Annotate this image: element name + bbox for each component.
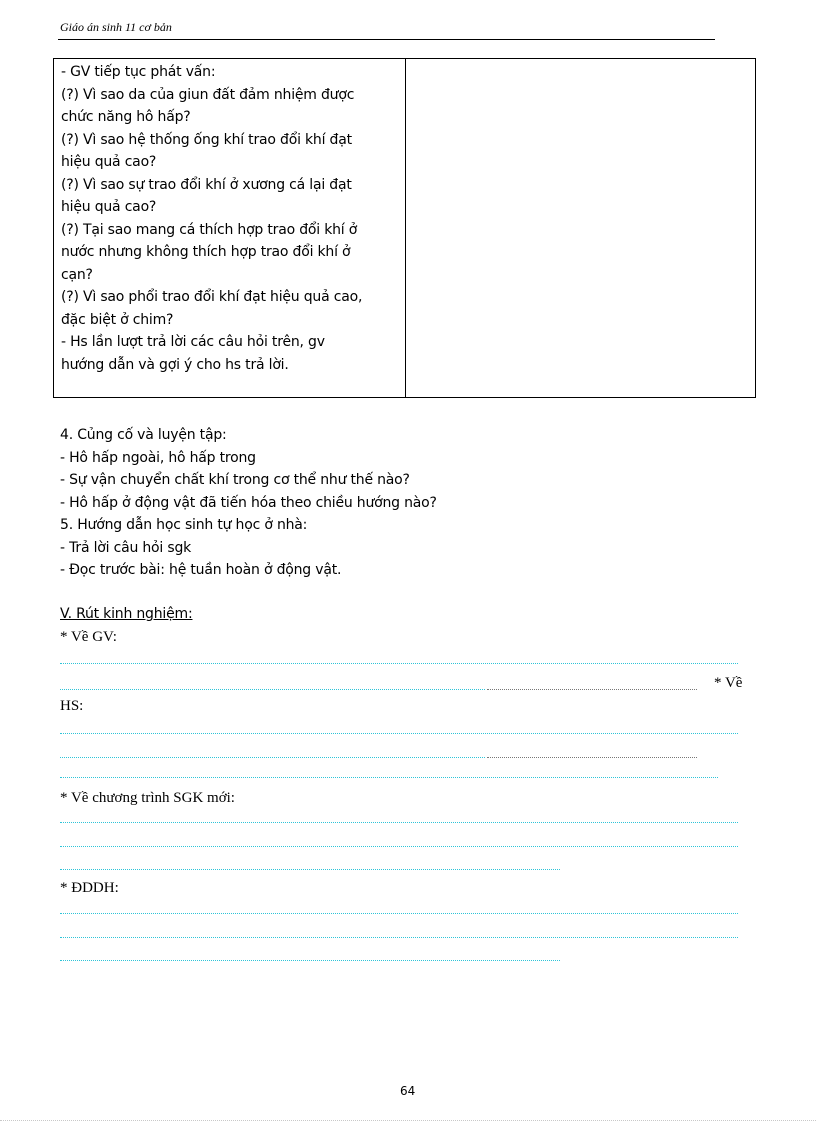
table-line: hướng dẫn và gợi ý cho hs trả lời. — [61, 356, 289, 373]
dotted-line — [60, 822, 738, 823]
table-line: nước nhưng không thích hợp trao đổi khí ở — [61, 244, 351, 260]
body-line: - Sự vận chuyển chất khí trong cơ thể như thế nào? — [60, 472, 410, 488]
ddh-label: * ĐDDH: — [60, 880, 119, 896]
table-line: cạn? — [61, 266, 93, 283]
hs-label-start: * Về — [714, 675, 743, 691]
sgk-label: * Về chương trình SGK mới: — [60, 790, 235, 806]
dotted-line — [60, 960, 560, 961]
dotted-line — [60, 846, 738, 847]
dotted-line — [60, 757, 485, 758]
body-line: - Hô hấp ngoài, hô hấp trong — [60, 449, 256, 466]
dotted-line — [487, 689, 697, 690]
dotted-line — [487, 757, 697, 758]
table-line: - GV tiếp tục phát vấn: — [61, 64, 216, 80]
hs-label-end: HS: — [60, 698, 84, 714]
body-line: 5. Hướng dẫn học sinh tự học ở nhà: — [60, 517, 308, 533]
dotted-line — [60, 937, 738, 938]
page-number: 64 — [400, 1084, 416, 1098]
body-line: - Đọc trước bài: hệ tuần hoàn ở động vật. — [60, 562, 342, 578]
table-line: hiệu quả cao? — [61, 154, 157, 170]
dotted-line — [60, 777, 718, 778]
table-column-divider — [405, 59, 406, 397]
header-rule — [58, 39, 715, 40]
dotted-line — [60, 869, 560, 870]
page-bottom-border — [0, 1120, 816, 1121]
body-line: - Trả lời câu hỏi sgk — [60, 539, 192, 556]
lesson-table — [53, 58, 756, 398]
table-line: (?) Vì sao hệ thống ống khí trao đổi khí đạt — [61, 131, 352, 148]
table-line: hiệu quả cao? — [61, 199, 157, 215]
dotted-line — [60, 663, 738, 664]
body-line: 4. Củng cố và luyện tập: — [60, 427, 227, 443]
table-line: - Hs lần lượt trả lời các câu hỏi trên, gv — [61, 334, 325, 350]
table-line: đặc biệt ở chim? — [61, 311, 174, 328]
dotted-line — [60, 733, 738, 734]
gv-label: * Về GV: — [60, 629, 117, 645]
dotted-line — [60, 913, 738, 914]
review-section-title: V. Rút kinh nghiệm: — [60, 606, 193, 622]
table-line: (?) Vì sao sự trao đổi khí ở xương cá lại đạt — [61, 176, 352, 193]
table-line: chức năng hô hấp? — [61, 109, 191, 125]
consolidation-section — [60, 424, 437, 582]
page-header: Giáo án sinh 11 cơ bản — [60, 20, 172, 34]
dotted-line — [60, 689, 485, 690]
table-line: (?) Tại sao mang cá thích hợp trao đổi khí ở — [61, 221, 358, 238]
table-left-cell — [61, 61, 401, 376]
table-line: (?) Vì sao da của giun đất đảm nhiệm được — [61, 86, 355, 103]
body-line: - Hô hấp ở động vật đã tiến hóa theo chiều hướng nào? — [60, 494, 437, 511]
table-line: (?) Vì sao phổi trao đổi khí đạt hiệu quả cao, — [61, 289, 363, 305]
